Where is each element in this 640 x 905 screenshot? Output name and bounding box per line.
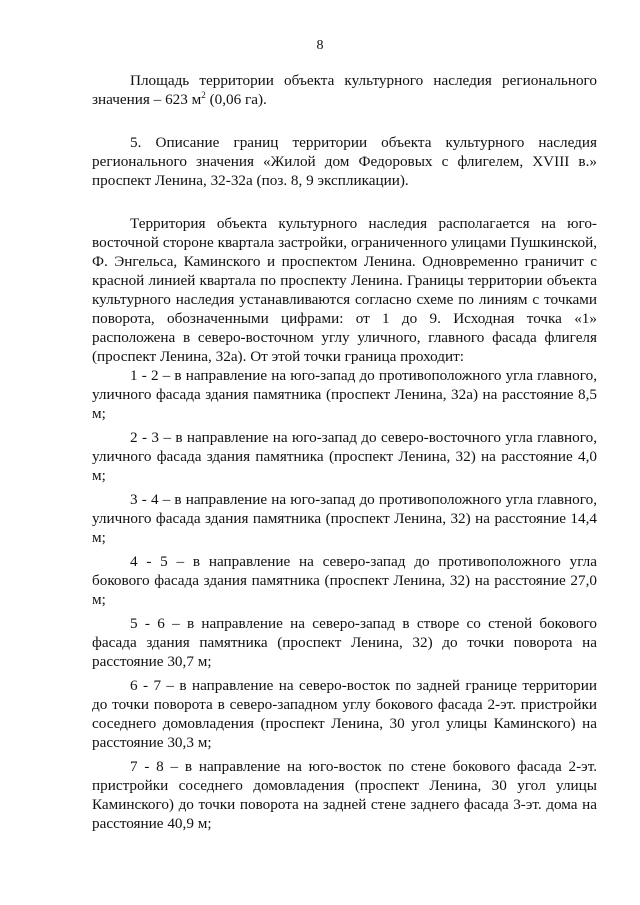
paragraph-area xyxy=(92,71,597,109)
area-superscript: 2 xyxy=(201,89,206,100)
paragraph-segment-2-3: 2 - 3 – в направление на юго-запад до северо-восточного угла главного, уличного фасада здания памятника (проспект Ленина, 32) на расстояние 4,0 м; xyxy=(92,429,597,484)
paragraph-segment-5-6: 5 - 6 – в направление на северо-запад в створе со стеной бокового фасада здания памятника (проспект Ленина, 32) до точки поворота на расстояние 30,7 м; xyxy=(92,615,597,670)
paragraph-segment-1-2: 1 - 2 – в направление на юго-запад до противоположного угла главного, уличного фасада здания памятника (проспект Ленина, 32а) на расстояние 8,5 м; xyxy=(92,367,597,422)
paragraph-section-5: 5. Описание границ территории объекта культурного наследия регионального значения «Жилой дом Федоровых с флигелем, XVIII в.» проспект Ленина, 32-32а (поз. 8, 9 экспликации). xyxy=(92,134,597,189)
area-tail: (0,06 га). xyxy=(205,91,267,108)
paragraph-territory: Территория объекта культурного наследия располагается на юго-восточной стороне квартала застройки, ограниченного улицами Пушкинской, Ф. Энгельса, Каминского и проспектом Ленина. Одновременно граничит с красной линией квартала по проспекту Ленина. Границы территории объекта культурного наследия устанавливаются согласно схеме по линиям с точками поворота, обозначенными цифрами: от 1 до 9. Исходная точка «1» расположена в северо-восточном углу уличного, главного фасада флигеля (проспект Ленина, 32а). От этой точки граница проходит: xyxy=(92,215,597,365)
paragraph-segment-6-7: 6 - 7 – в направление на северо-восток по задней границе территории до точки поворота в северо-западном углу бокового фасада 2-эт. пристройки соседнего домовладения (проспект Ленина, 30 угол улицы Каминского) на расстояние 30,3 м; xyxy=(92,677,597,751)
paragraph-segment-3-4: 3 - 4 – в направление на юго-запад до противоположного угла главного, уличного фасада здания памятника (проспект Ленина, 32) на расстояние 14,4 м; xyxy=(92,491,597,546)
paragraph-segment-7-8: 7 - 8 – в направление на юго-восток по стене бокового фасада 2-эт. пристройки соседнего домовладения (проспект Ленина, 30 угол улицы Каминского) до точки поворота на задней стене заднего фасада 3-эт. дома на расстояние 40,9 м; xyxy=(92,758,597,832)
page-number: 8 xyxy=(316,38,324,53)
area-text: Площадь территории объекта культурного наследия регионального значения – 623 м xyxy=(92,72,597,108)
document-body xyxy=(92,71,597,833)
paragraph-segment-4-5: 4 - 5 – в направление на северо-запад до противоположного угла бокового фасада здания памятника (проспект Ленина, 32) на расстояние 27,0 м; xyxy=(92,553,597,608)
